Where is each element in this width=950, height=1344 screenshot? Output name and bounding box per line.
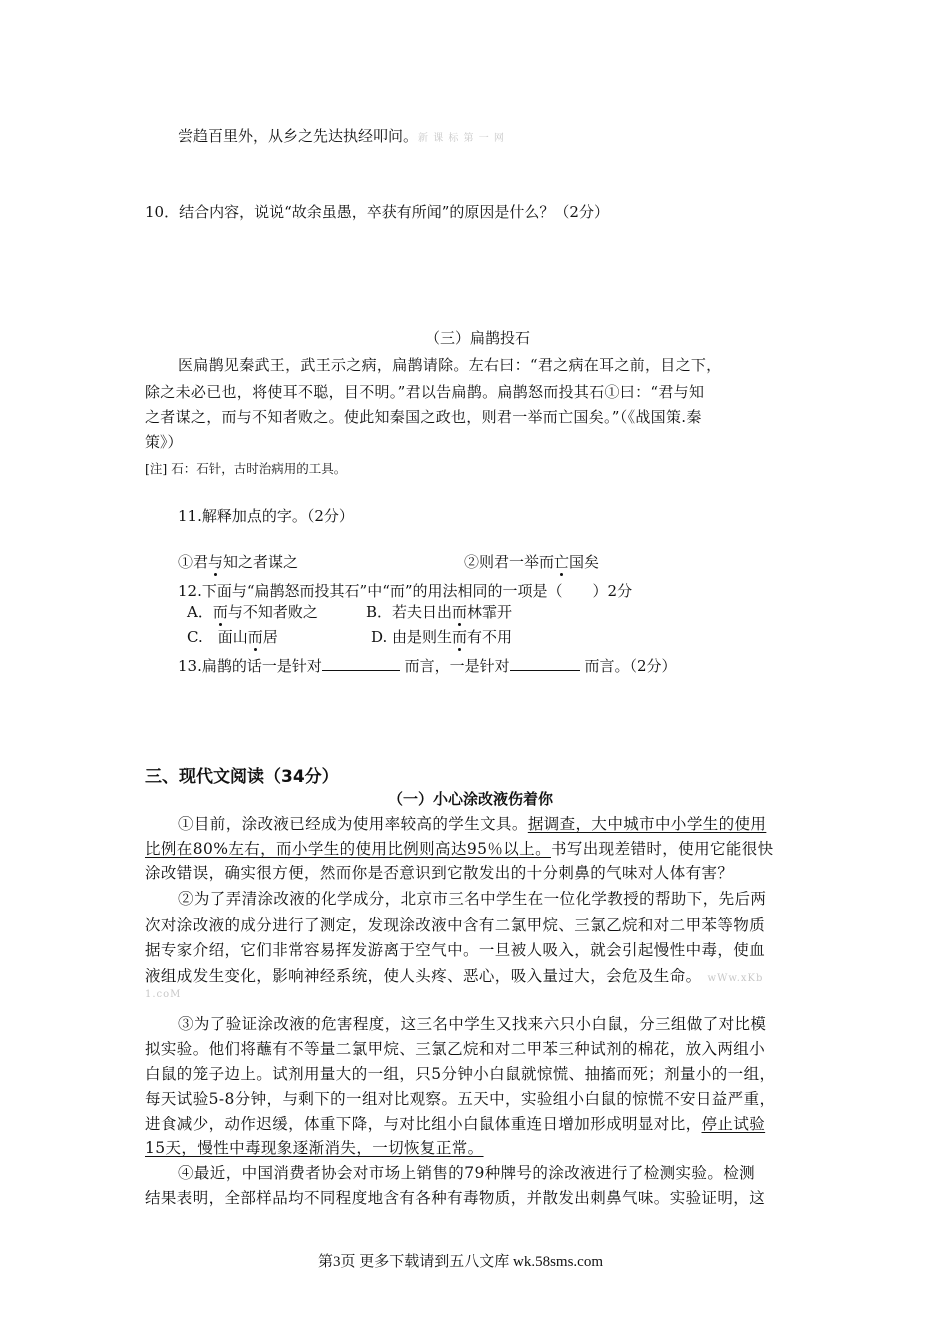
passage-title: （三）扁鹊投石	[425, 329, 531, 347]
article-line: 次对涂改液的成分进行了测定，发现涂改液中含有二氯甲烷、三氯乙烷和对二甲苯等物质	[145, 916, 766, 934]
option-text: 有不用	[467, 628, 513, 646]
underlined-text: 15天，慢性中毒现象逐渐消失，一切恢复正常。	[145, 1139, 484, 1157]
option-text: D. 由是则生	[371, 628, 453, 646]
watermark: 1.coM	[145, 989, 182, 1000]
item-text: ②则君一举而	[464, 553, 555, 571]
article-line: 结果表明，全部样品均不同程度地含有各种有毒物质，并散发出刺鼻气味。实验证明，这	[145, 1189, 766, 1207]
question-13	[178, 655, 676, 676]
article-line: 每天试验5-8分钟，与剩下的一组对比观察。五天中，实验组小白鼠的惊慌不安日益严重，	[145, 1090, 776, 1108]
article-line	[145, 964, 763, 986]
article-line: 涂改错误，确实很方便，然而你是否意识到它散发出的十分刺鼻的气味对人体有害？	[145, 864, 734, 882]
item-text: 国矣	[569, 553, 600, 571]
article-text: 液组成发生变化，影响神经系统，使人头疼、恶心，吸入量过大，会危及生命。	[145, 967, 702, 985]
article-text: 书写出现差错时，使用它能很快	[550, 840, 774, 858]
option-text: 居	[262, 628, 278, 646]
option-text: B．若夫日出	[366, 603, 453, 621]
article-line: ④最近，中国消费者协会对市场上销售的79种牌号的涂改液进行了检测实验。检测	[178, 1164, 756, 1182]
passage-line: 之者谋之，而与不知者败之。使此知秦国之政也，则君一举而亡国矣。”（《战国策.秦	[145, 408, 702, 426]
dotted-char: 亡	[554, 553, 570, 571]
dotted-char: 与	[208, 553, 224, 571]
underlined-text: 停止试验	[701, 1115, 766, 1133]
answer-blank[interactable]	[510, 656, 580, 671]
answer-blank[interactable]	[322, 656, 400, 671]
question-text: 13.扁鹊的话一是针对	[178, 657, 322, 675]
article-line	[178, 812, 766, 834]
dotted-char: 而	[452, 603, 468, 621]
article-text: 进食减少，动作迟缓，体重下降，与对比组小白鼠体重连日增加形成明显对比，	[145, 1115, 702, 1133]
article-line: ③为了验证涂改液的危害程度，这三名中学生又找来六只小白鼠，分三组做了对比模	[178, 1015, 767, 1033]
page-footer: 第3页 更多下载请到五八文库 wk.58sms.com	[318, 1254, 604, 1270]
article-text: ①目前，涂改液已经成为使用率较高的学生文具。	[178, 815, 528, 833]
article-line	[145, 837, 774, 859]
dotted-char: 而	[452, 628, 468, 646]
q12-option-c	[187, 626, 278, 647]
paragraph-text: 尝趋百里外，从乡之先达执经叩问。	[178, 127, 419, 145]
article-line: 据专家介绍，它们非常容易挥发游离于空气中。一旦被人吸入，就会引起慢性中毒，使血	[145, 941, 766, 959]
footnote: [注] 石：石针，古时治病用的工具。	[145, 461, 347, 476]
q12-option-a	[187, 601, 318, 622]
watermark: 新 课 标 第 一 网	[418, 133, 505, 144]
dotted-char: 而	[247, 628, 263, 646]
item-text: 知之者谋之	[223, 553, 299, 571]
item-text: ①君	[178, 553, 209, 571]
text-line	[178, 125, 505, 146]
question-12: 12.下面与“扁鹊怒而投其石”中“而”的用法相同的一项是（ ）2分	[178, 582, 633, 600]
passage-line: 医扁鹊见秦武王，武王示之病，扁鹊请除。左右曰：“君之病在耳之前，目之下，	[178, 356, 722, 374]
section-heading: 三、现代文阅读（34分）	[145, 767, 339, 787]
article-line: 白鼠的笼子边上。试剂用量大的一组，只5分钟小白鼠就惊慌、抽搐而死；剂量小的一组，	[145, 1065, 776, 1083]
option-text: 林霏开	[467, 603, 513, 621]
underlined-text: 比例在80%左右，而小学生的使用比例则高达95％以上。	[145, 840, 551, 858]
article-line: 拟实验。他们将蘸有不等量二氯甲烷、三氯乙烷和对二甲苯三种试剂的棉花，放入两组小	[145, 1040, 766, 1058]
question-10: 10．结合内容，说说“故余虽愚，卒获有所闻”的原因是什么？（2分）	[145, 203, 609, 221]
article-line: ②为了弄清涂改液的化学成分，北京市三名中学生在一位化学教授的帮助下，先后两	[178, 890, 767, 908]
q11-item-1	[178, 551, 298, 572]
option-text: A．	[187, 603, 213, 621]
article-line	[145, 1112, 765, 1134]
question-text: 而言。（2分）	[584, 657, 677, 675]
option-text: C. 面山	[187, 628, 248, 646]
dotted-char: 而	[212, 603, 228, 621]
q12-option-b	[366, 601, 512, 622]
option-text: 与不知者败之	[227, 603, 318, 621]
question-text: 而言，一是针对	[404, 657, 510, 675]
watermark: wWw.xKb	[707, 973, 764, 984]
passage-line: 策》）	[145, 433, 183, 451]
article-title: （一）小心涂改液伤着你	[388, 790, 554, 808]
q12-option-d	[371, 626, 512, 647]
article-line	[145, 1136, 484, 1158]
q11-item-2	[464, 551, 599, 572]
passage-line: 除之未必已也，将使耳不聪，目不明。”君以告扁鹊。扁鹊怒而投其石①曰：“君与知	[145, 383, 705, 401]
underlined-text: 据调查，大中城市中小学生的使用	[527, 815, 767, 833]
question-11: 11.解释加点的字。（2分）	[178, 507, 354, 525]
